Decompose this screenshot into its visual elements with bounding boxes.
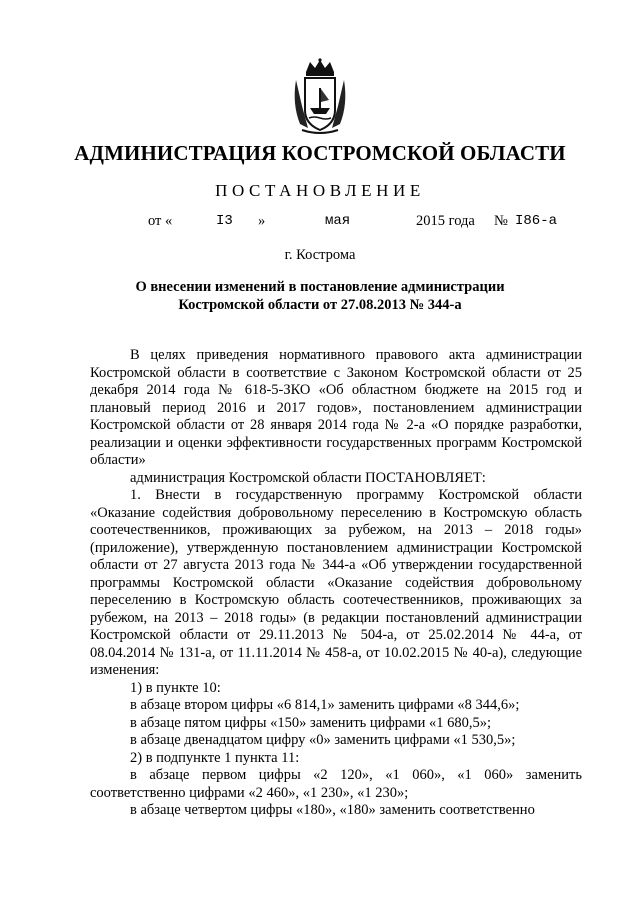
paragraph-line: в абзаце двенадцатом цифру «0» заменить цифрами «1 530,5»;	[130, 732, 516, 748]
date-prefix: от «	[148, 213, 173, 229]
date-day-close: »	[258, 213, 266, 229]
date-number-line	[0, 213, 640, 233]
organization-name: АДМИНИСТРАЦИЯ КОСТРОМСКОЙ ОБЛАСТИ	[74, 141, 566, 165]
date-day: I3	[216, 213, 233, 229]
date-month: мая	[325, 213, 351, 229]
paragraph-line: в абзаце пятом цифры «150» заменить цифрами «1 680,5»;	[130, 714, 492, 731]
document-body	[90, 347, 582, 820]
title-line-2: Костромской области от 27.08.2013 № 344-а	[178, 296, 462, 313]
paragraph-line: в абзаце втором цифры «6 814,1» заменить цифрами «8 344,6»;	[130, 697, 520, 713]
coat-of-arms-icon	[288, 58, 352, 136]
paragraph-line: в абзаце первом цифры «2 120», «1 060», «1 060» заменить соответственно цифрами «2 460», «1 230», «1 230»;	[90, 767, 582, 801]
paragraph-subitem-2: 2) в подпункте 1 пункта 11:	[130, 749, 300, 766]
document-number: I86-а	[515, 213, 558, 229]
paragraph-subitem-1: 1) в пункте 10:	[130, 679, 221, 696]
date-year: 2015 года	[416, 213, 475, 229]
city: г. Кострома	[284, 247, 356, 263]
number-label: №	[494, 213, 508, 229]
paragraph-line: в абзаце четвертом цифры «180», «180» заменить соответственно	[130, 802, 535, 818]
paragraph-resolves: администрация Костромской области ПОСТАНОВЛЯЕТ:	[130, 469, 486, 486]
document-type: ПОСТАНОВЛЕНИЕ	[215, 181, 425, 200]
paragraph-item-1: 1. Внести в государственную программу Костромской области «Оказание содействия добровольному переселению в Костромскую область соотечественников, проживающих за рубежом, на 2013 – 2018 годы» (приложение), утвержденную постановлением администрации Костромской области от 27 августа 2013 года № 344-а «Об утверждении государственной программы Костромской области «Оказание содействия добровольному переселению в Костромскую область соотечественников, проживающих за рубежом, на 2013 – 2018 годы» (в редакции постановлений администрации Костромской области от 29.11.2013 № 504-а, от 25.02.2014 № 44-а, от 08.04.2014 № 131-а, от 11.11.2014 № 458-а, от 10.02.2015 № 40-а), следующие изменения:	[90, 487, 582, 678]
title-line-1: О внесении изменений в постановление администрации	[135, 279, 505, 295]
document-title	[90, 279, 550, 314]
paragraph-preamble: В целях приведения нормативного правового акта администрации Костромской области в соответствие с Законом Костромской области от 25 декабря 2014 года № 618-5-ЗКО «Об областном бюджете на 2015 год и плановый период 2016 и 2017 годов», постановлением администрации Костромской области от 28 января 2014 года № 2-а «О порядке разработки, реализации и оценки эффективности государственных программ Костромской области»	[90, 347, 582, 468]
